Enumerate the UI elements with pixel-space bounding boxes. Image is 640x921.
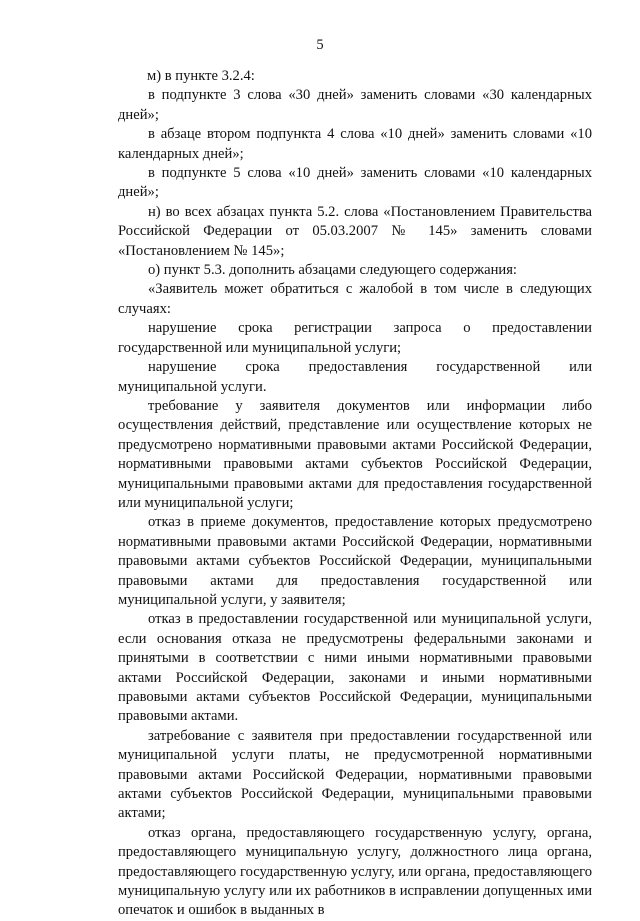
paragraph-item-n: н) во всех абзацах пункта 5.2. слова «Постановлением Правительства Российской Федерации от 05.03.2007 № 145» заменить словами «Постановлением № 145»; — [118, 203, 592, 259]
paragraph-case-documents-refused: отказ в приеме документов, предоставление которых предусмотрено нормативными правовыми актами Российской Федерации, нормативными правовыми актами субъектов Российской Федерации, муниципальными правовыми актами для предоставления государственной или муниципальной услуги, у заявителя; — [118, 514, 592, 608]
paragraph-case-documents-required: требование у заявителя документов или информации либо осуществления действий, представление или осуществление которых не предусмотрено нормативными правовыми актами Российской Федерации, нормативными правовыми актами субъектов Российской Федерации, муниципальными правовыми актами для предоставления государственной или муниципальной услуги; — [118, 397, 592, 511]
paragraph-case-registration: нарушение срока регистрации запроса о предоставлении государственной или муниципальной услуги; — [118, 320, 592, 356]
paragraph-subitem-3: в подпункте 3 слова «30 дней» заменить словами «30 календарных дней»; — [118, 87, 592, 123]
document-body — [118, 67, 592, 921]
paragraph-case-corrections: отказ органа, предоставляющего государственную услугу, органа, предоставляющего муниципальную услугу, должностного лица органа, предоставляющего государственную услугу, или органа, предоставляющего муниципальную услугу или их работников в исправлении допущенных ими опечаток и ошибок в выданных в — [118, 824, 592, 919]
paragraph-item-o: о) пункт 5.3. дополнить абзацами следующего содержания: — [148, 262, 517, 279]
page-number: 5 — [316, 37, 324, 53]
paragraph-case-service-refused: отказ в предоставлении государственной или муниципальной услуги, если основания отказа не предусмотрены федеральными законами и принятыми в соответствии с ними иными нормативными правовыми актами Российской Федерации, законами и иными нормативными правовыми актами субъектов Российской Федерации, муниципальными правовыми актами. — [118, 611, 592, 725]
paragraph-subitem-4: в абзаце втором подпункта 4 слова «10 дней» заменить словами «10 календарных дней»; — [118, 126, 592, 162]
paragraph-complaint-intro: «Заявитель может обратиться с жалобой в том числе в следующих случаях: — [118, 281, 592, 317]
paragraph-item-m: м) в пункте 3.2.4: — [147, 68, 255, 84]
paragraph-case-deadline: нарушение срока предоставления государственной или муниципальной услуги. — [118, 359, 592, 395]
paragraph-case-payment: затребование с заявителя при предоставлении государственной или муниципальной услуги платы, не предусмотренной нормативными правовыми актами Российской Федерации, нормативными правовыми актами субъектов Российской Федерации, муниципальными правовыми актами; — [118, 727, 592, 822]
paragraph-subitem-5: в подпункте 5 слова «10 дней» заменить словами «10 календарных дней»; — [118, 165, 592, 201]
